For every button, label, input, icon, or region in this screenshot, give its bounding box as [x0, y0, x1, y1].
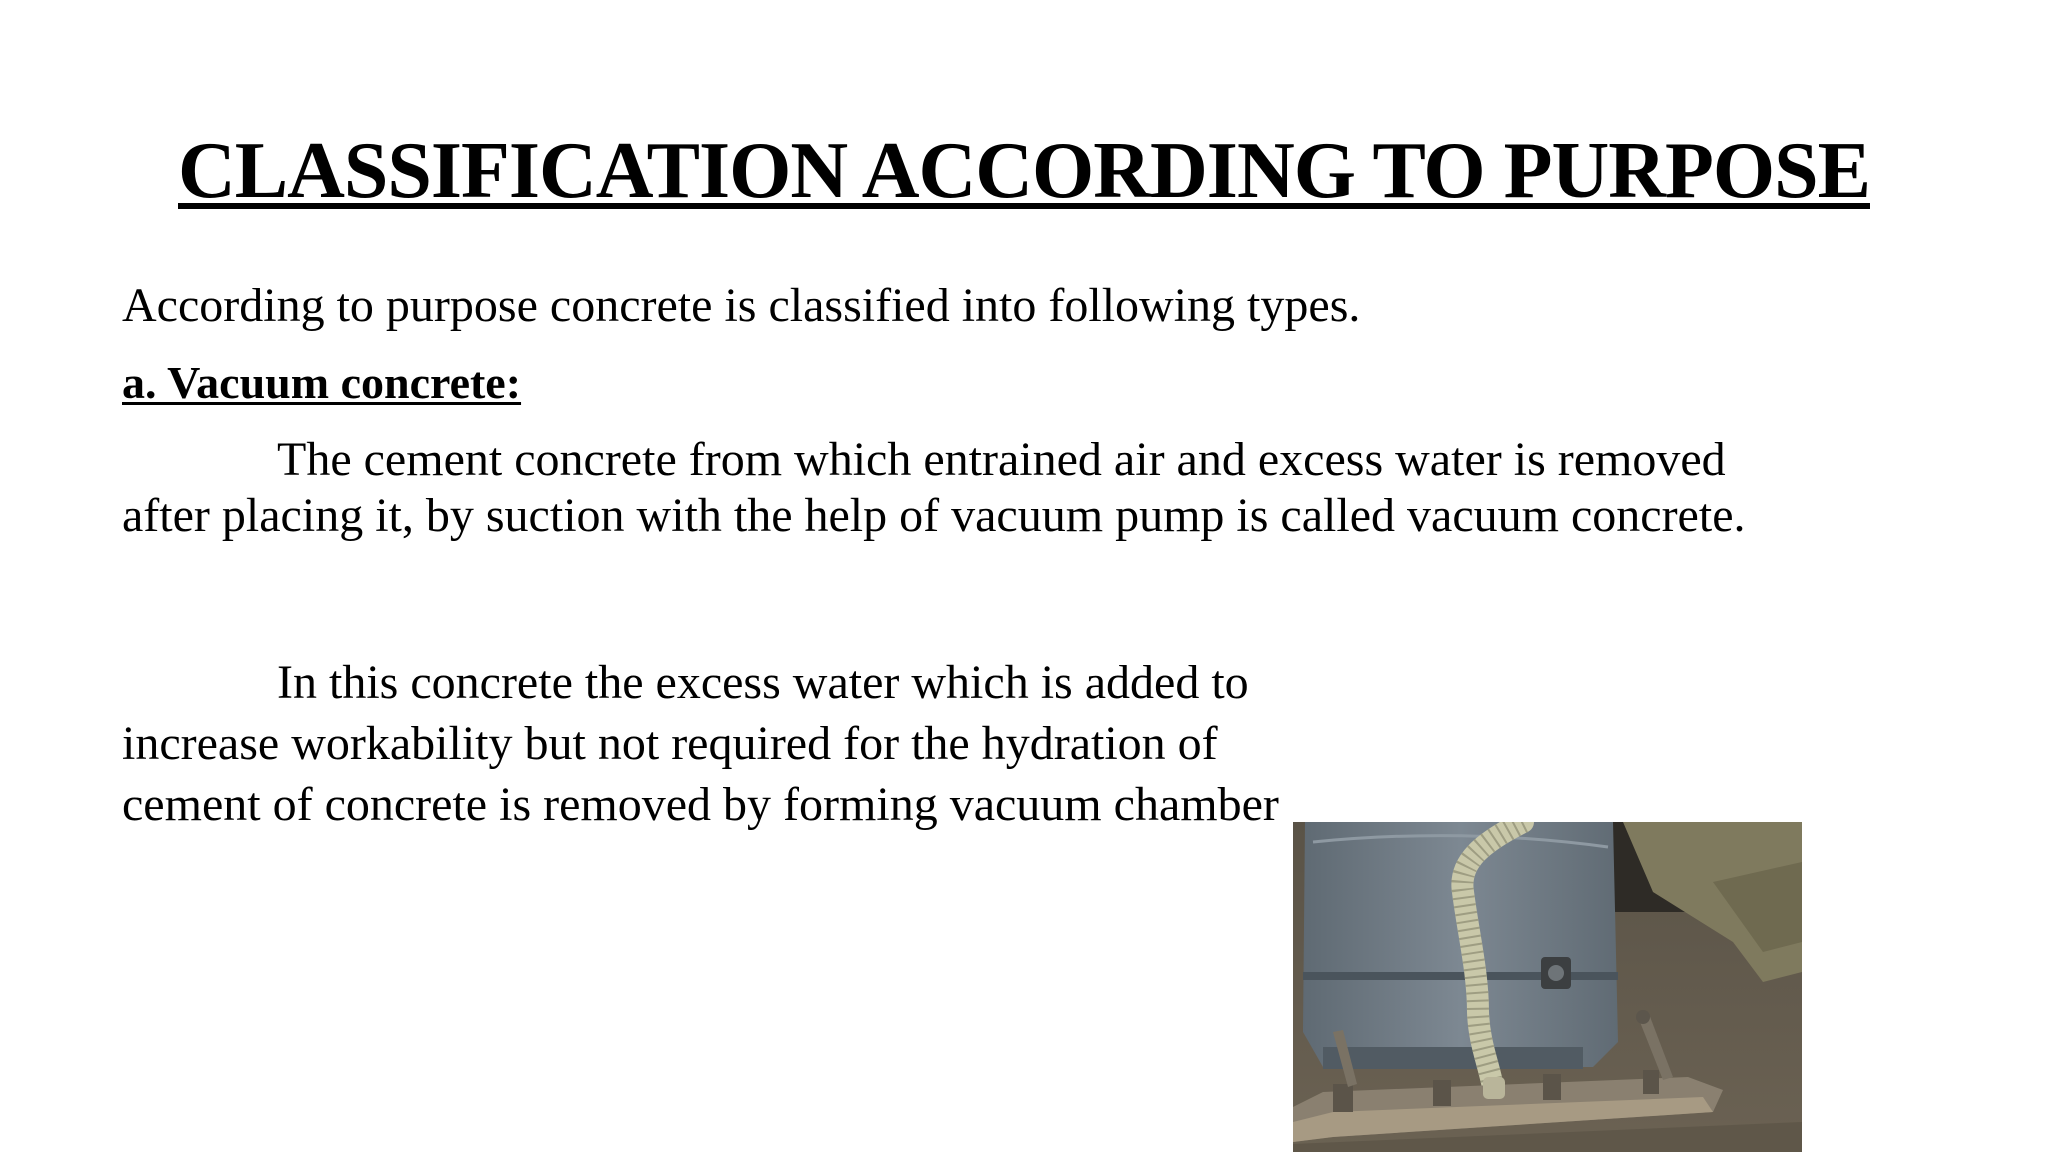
paragraph-line: after placing it, by suction with the help of vacuum pump is called vacuum concrete. — [122, 489, 1746, 542]
vacuum-pump-photo — [1293, 822, 1802, 1152]
paragraph-line: In this concrete the excess water which is added to — [277, 656, 1249, 709]
intro-text: According to purpose concrete is classified into following types. — [122, 279, 1361, 332]
paragraph-explanation — [122, 652, 1279, 835]
paragraph-line: increase workability but not required for the hydration of — [122, 717, 1218, 770]
subheading-vacuum-concrete: a. Vacuum concrete: — [122, 357, 522, 408]
paragraph-definition — [122, 432, 1746, 544]
slide-title: CLASSIFICATION ACCORDING TO PURPOSE — [178, 127, 1870, 215]
paragraph-line: The cement concrete from which entrained air and excess water is removed — [277, 433, 1726, 486]
paragraph-line: cement of concrete is removed by forming vacuum chamber — [122, 778, 1279, 831]
